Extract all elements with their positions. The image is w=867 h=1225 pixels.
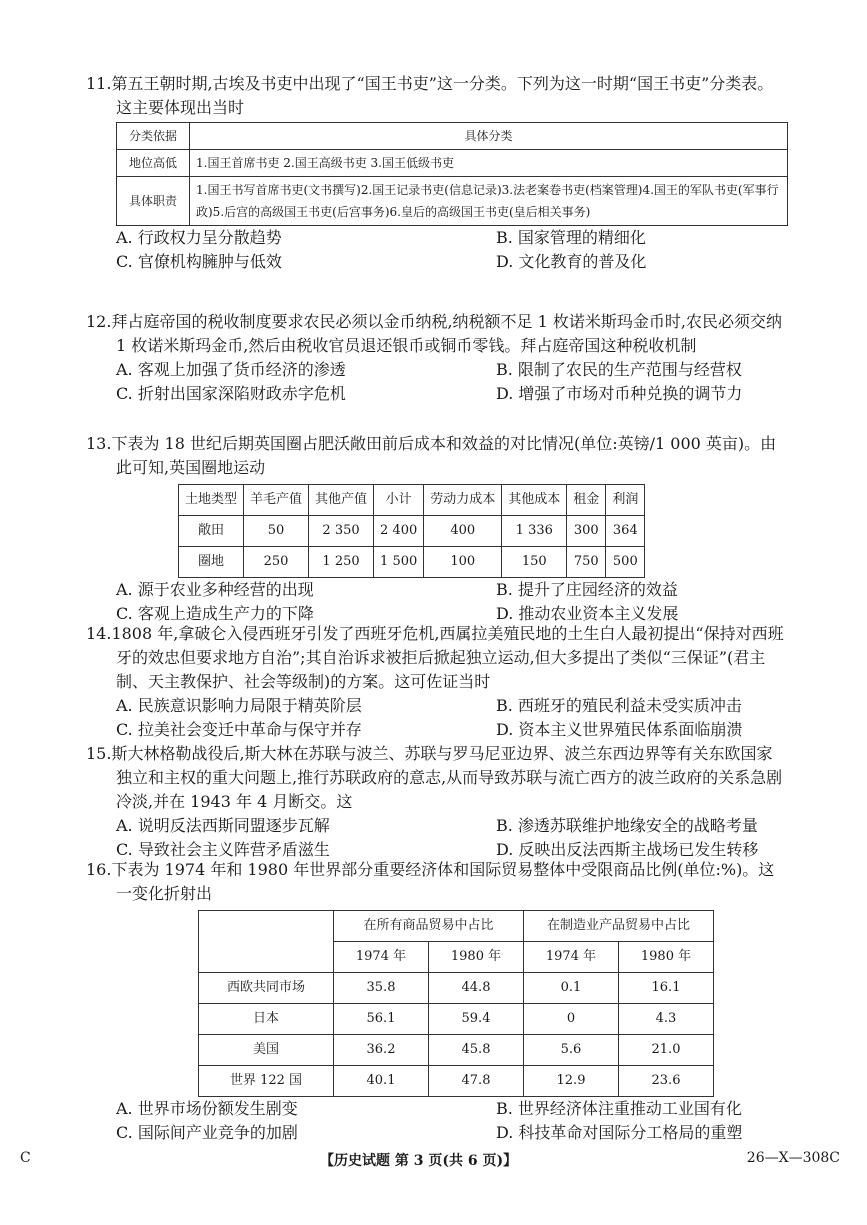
table-header-cell: 其他产值 [309,485,374,516]
option-d: D. 增强了市场对币种兑换的调节力 [496,384,743,403]
question-15 [86,742,786,862]
table-cell: 圈地 [179,547,244,578]
table-cell: 12.9 [524,1066,619,1097]
option-c: C. 导致社会主义阵营矛盾滋生 [116,840,330,859]
question-stem: 16.下表为 1974 年和 1980 年世界部分重要经济体和国际贸易整体中受限商品比例(单位:%)。这一变化折射出 [86,860,775,903]
question-stem: 15.斯大林格勒战役后,斯大林在苏联与波兰、苏联与罗马尼亚边界、波兰东西边界等有关东欧国家独立和主权的重大问题上,推行苏联政府的意志,从而导致苏联与流亡西方的波兰政府的关系急剧冷淡,并在 1943 年 4 月断交。这 [86,744,783,811]
option-a: A. 民族意识影响力局限于精英阶层 [116,696,362,715]
table-cell: 750 [567,547,606,578]
table-header-cell: 其他成本 [502,485,567,516]
option-c: C. 官僚机构臃肿与低效 [116,252,282,271]
page-footer [20,1150,840,1170]
classification-table [116,122,788,226]
table-cell: 美国 [199,1035,334,1066]
table-row [199,1004,714,1035]
question-16 [86,858,786,1145]
table-cell: 47.8 [429,1066,524,1097]
table-cell: 250 [244,547,309,578]
table-cell: 2 350 [309,516,374,547]
table-header-cell: 羊毛产值 [244,485,309,516]
option-a: A. 行政权力呈分散趋势 [116,228,282,247]
answer-options [116,578,786,626]
option-c: C. 拉美社会变迁中革命与保守并存 [116,720,362,739]
table-row [179,547,645,578]
table-cell: 44.8 [429,973,524,1004]
question-12 [86,310,786,406]
page-number-label: 【历史试题 第 3 页(共 6 页)】 [320,1153,518,1169]
option-c: C. 客观上造成生产力的下降 [116,604,314,623]
table-cell: 1 336 [502,516,567,547]
question-14 [86,622,786,742]
answer-options [116,814,786,862]
table-group-header: 在所有商品贸易中占比 [334,911,524,942]
table-header-cell: 1980 年 [429,942,524,973]
table-cell: 364 [606,516,645,547]
option-a: A. 源于农业多种经营的出现 [116,580,314,599]
table-cell: 4.3 [619,1004,714,1035]
option-b: B. 限制了农民的生产范围与经营权 [496,360,742,379]
table-header-cell: 1974 年 [524,942,619,973]
table-cell: 50 [244,516,309,547]
option-a: A. 说明反法西斯同盟逐步瓦解 [116,816,330,835]
option-d: D. 推动农业资本主义发展 [496,604,679,623]
table-cell: 21.0 [619,1035,714,1066]
table-row [199,1035,714,1066]
table-cell: 36.2 [334,1035,429,1066]
table-header-cell: 1980 年 [619,942,714,973]
table-header-cell: 具体分类 [190,123,788,150]
table-header-cell: 1974 年 [334,942,429,973]
table-cell: 敞田 [179,516,244,547]
table-cell: 300 [567,516,606,547]
question-13 [86,432,786,626]
question-stem: 14.1808 年,拿破仑入侵西班牙引发了西班牙危机,西属拉美殖民地的土生白人最初提出“保持对西班牙的效忠但要求地方自治”;其自治诉求被拒后掀起独立运动,但大多提出了类似“三保证”(君主制、天主教保护、社会等级制)的方案。这可佐证当时 [86,624,784,691]
table-cell: 具体职责 [117,177,190,226]
table-cell: 地位高低 [117,150,190,177]
table-cell: 23.6 [619,1066,714,1097]
table-cell: 世界 122 国 [199,1066,334,1097]
table-cell: 45.8 [429,1035,524,1066]
restricted-goods-table [198,910,714,1097]
table-row [199,973,714,1004]
table-cell: 35.8 [334,973,429,1004]
question-stem: 13.下表为 18 世纪后期英国圈占肥沃敞田前后成本和效益的对比情况(单位:英镑/1 000 英亩)。由此可知,英国圈地运动 [86,434,777,477]
table-cell: 5.6 [524,1035,619,1066]
option-a: A. 世界市场份额发生剧变 [116,1099,298,1118]
table-cell: 2 400 [374,516,424,547]
answer-options [116,1097,786,1145]
answer-options [116,358,786,406]
question-stem: 11.第五王朝时期,古埃及书吏中出现了“国王书吏”这一分类。下列为这一时期“国王书吏”分类表。这主要体现出当时 [86,74,774,117]
table-header-cell: 土地类型 [179,485,244,516]
table-cell: 日本 [199,1004,334,1035]
table-cell: 1.国王首席书吏 2.国王高级书吏 3.国王低级书吏 [190,150,788,177]
table-cell: 西欧共同市场 [199,973,334,1004]
table-cell: 40.1 [334,1066,429,1097]
cost-benefit-table [178,484,645,578]
table-header-cell: 分类依据 [117,123,190,150]
option-d: D. 反映出反法西斯主战场已发生转移 [496,840,759,859]
table-corner-cell [199,911,334,973]
table-cell: 100 [424,547,502,578]
table-cell: 0.1 [524,973,619,1004]
table-cell: 56.1 [334,1004,429,1035]
table-header-cell: 利润 [606,485,645,516]
question-11 [86,72,786,274]
option-c: C. 折射出国家深陷财政赤字危机 [116,384,346,403]
table-cell: 59.4 [429,1004,524,1035]
option-d: D. 文化教育的普及化 [496,252,647,271]
table-header-cell: 租金 [567,485,606,516]
option-c: C. 国际间产业竞争的加剧 [116,1123,298,1142]
table-cell: 16.1 [619,973,714,1004]
table-cell: 400 [424,516,502,547]
table-cell: 1.国王书写首席书吏(文书撰写)2.国王记录书吏(信息记录)3.法老案卷书吏(档案管理)4.国王的军队书吏(军事行政)5.后宫的高级国王书吏(后宫事务)6.皇后的高级国王书吏(皇后相关事务) [190,177,788,226]
option-b: B. 提升了庄园经济的效益 [496,580,678,599]
option-d: D. 科技革命对国际分工格局的重塑 [496,1123,743,1142]
table-header-cell: 劳动力成本 [424,485,502,516]
option-a: A. 客观上加强了货币经济的渗透 [116,360,346,379]
table-cell: 0 [524,1004,619,1035]
table-row [199,1066,714,1097]
option-b: B. 西班牙的殖民利益未受实质冲击 [496,696,742,715]
answer-options [116,226,786,274]
option-d: D. 资本主义世界殖民体系面临崩溃 [496,720,743,739]
option-b: B. 世界经济体注重推动工业国有化 [496,1099,742,1118]
answer-options [116,694,786,742]
paper-code: 26—X—308C [746,1150,840,1166]
table-cell: 150 [502,547,567,578]
table-cell: 500 [606,547,645,578]
question-stem: 12.拜占庭帝国的税收制度要求农民必须以金币纳税,纳税额不足 1 枚诺米斯玛金币时,农民必须交纳 1 枚诺米斯玛金币,然后由税收官员退还银币或铜币零钱。拜占庭帝国这种税收机制 [86,312,782,355]
table-row [179,516,645,547]
table-cell: 1 250 [309,547,374,578]
table-cell: 1 500 [374,547,424,578]
option-b: B. 渗透苏联维护地缘安全的战略考量 [496,816,758,835]
paper-version: C [20,1150,31,1166]
table-group-header: 在制造业产品贸易中占比 [524,911,714,942]
option-b: B. 国家管理的精细化 [496,228,646,247]
table-header-cell: 小计 [374,485,424,516]
